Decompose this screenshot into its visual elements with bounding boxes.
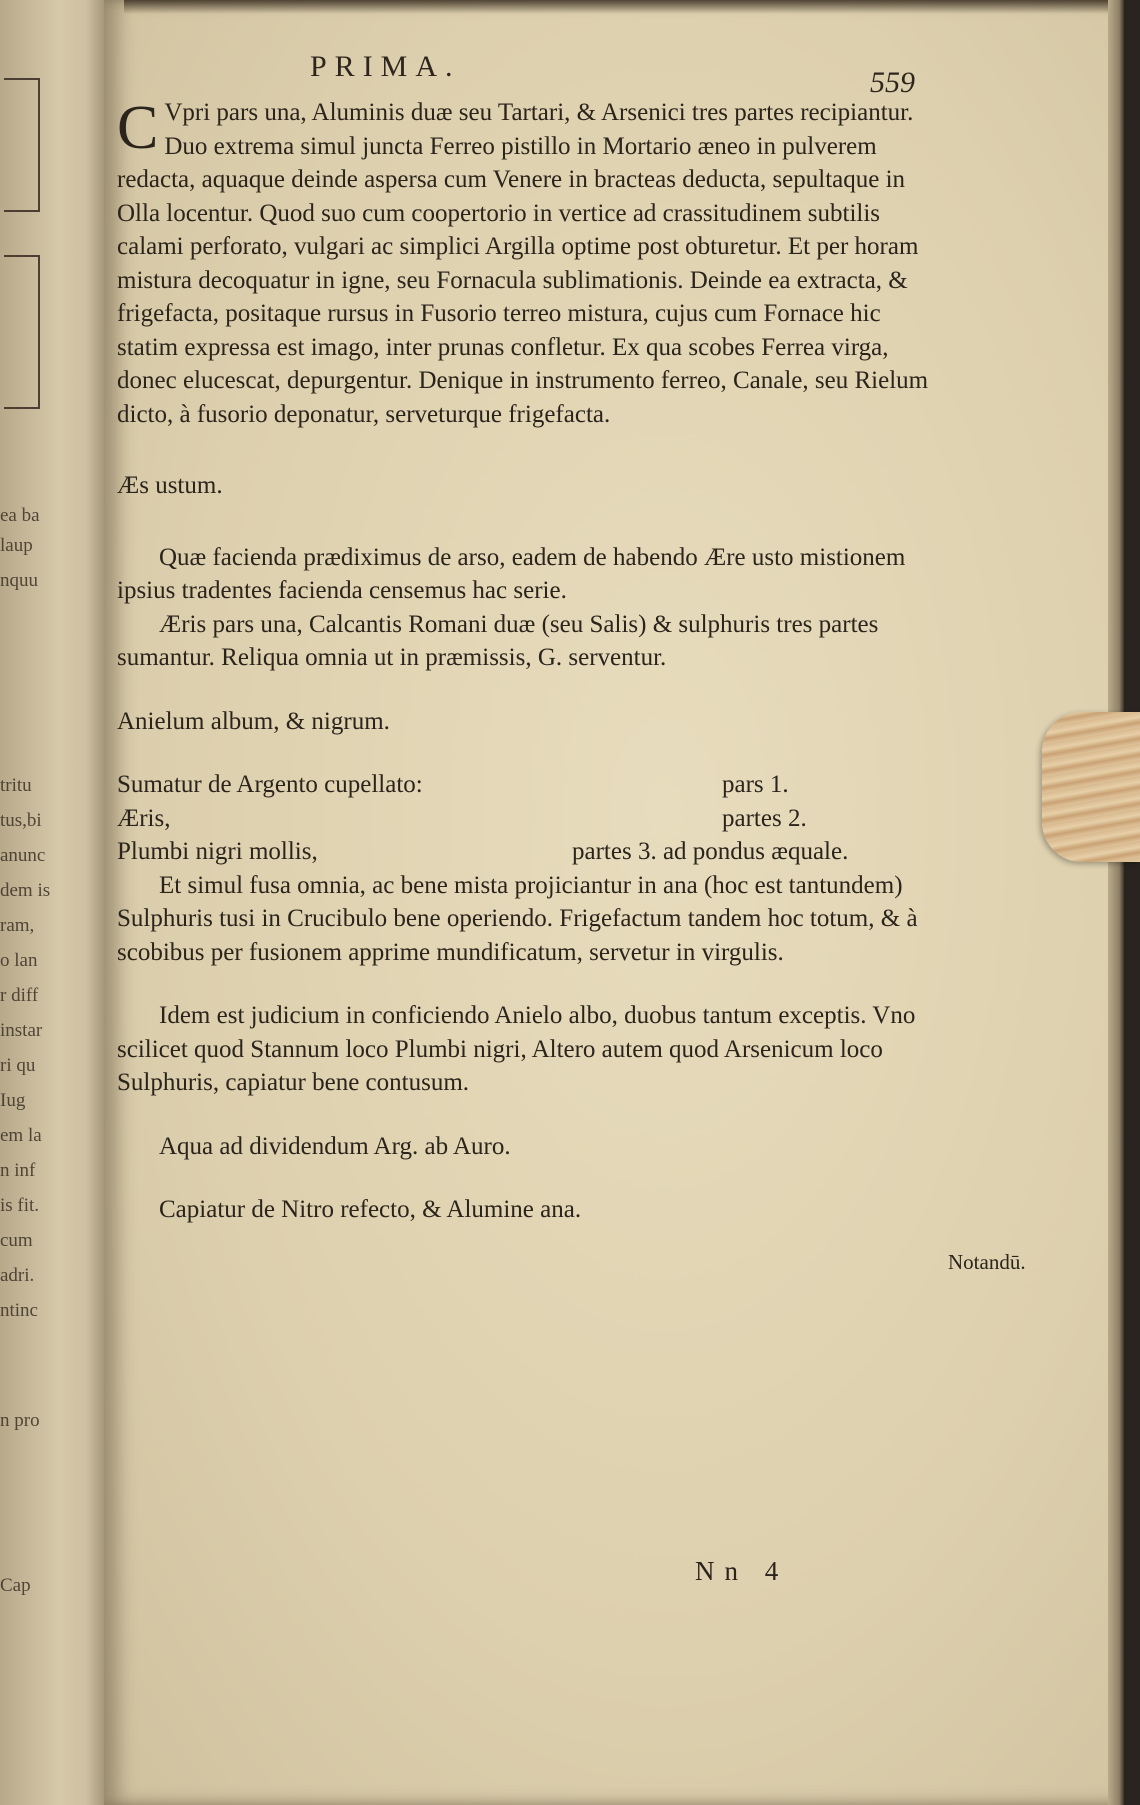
facing-page-fragment: Iug — [0, 1090, 26, 1111]
paragraph-cupri — [117, 96, 937, 431]
facing-page-fragment: tus,bi — [0, 810, 42, 831]
facing-page-fragment: Cap — [0, 1575, 31, 1596]
page-number: 559 — [870, 66, 915, 99]
running-head: PRIMA. — [310, 50, 461, 83]
recipe-line — [117, 802, 937, 836]
facing-page-fragment: n pro — [0, 1410, 40, 1431]
facing-page-fragment: ri qu — [0, 1055, 36, 1076]
facing-page-frame — [4, 255, 40, 409]
paragraph-capiatur: Capiatur de Nitro refecto, & Alumine ana. — [159, 1196, 582, 1223]
section-heading-aes-ustum: Æs ustum. — [117, 472, 223, 499]
facing-page-fragment: ea ba — [0, 505, 40, 526]
facing-page-fragment: tritu — [0, 775, 32, 796]
facing-page-fragment: n inf — [0, 1160, 36, 1181]
section-heading-anielum: Anielum album, & nigrum. — [117, 707, 390, 735]
facing-page-fragment: dem is — [0, 880, 51, 901]
facing-page — [0, 0, 108, 1805]
page-shadow — [124, 0, 1124, 14]
facing-page-fragment: adri. — [0, 1265, 35, 1286]
recipe-line — [117, 768, 937, 802]
facing-page-frame — [4, 78, 40, 212]
margin-note: Notandū. — [948, 1250, 1026, 1274]
facing-page-fragment: cum — [0, 1230, 33, 1251]
signature-mark: Nn 4 — [695, 1556, 789, 1586]
recipe-list — [117, 768, 937, 869]
facing-page-fragment: o lan — [0, 950, 38, 971]
paragraph-et-simul: Et simul fusa omnia, ac bene mista projiciantur in ana (hoc est tantundem) Sulphuris tusi in Crucibulo bene operiendo. Frigefactum tandem hoc totum, & à scobibus per fusionem apprime mundificatum, servetur in virgulis. — [117, 871, 918, 966]
facing-page-fragment: instar — [0, 1020, 43, 1041]
paragraph-quae-facienda: Quæ facienda prædiximus de arso, eadem de habendo Ære usto mistionem ipsius tradentes facienda censemus hac serie. — [117, 543, 906, 604]
recipe-amount: partes 3. ad pondus æquale. — [572, 838, 849, 865]
recipe-line — [117, 835, 937, 869]
paper-bookmark — [1042, 712, 1140, 862]
recipe-ingredient: Plumbi nigri mollis, — [117, 838, 318, 865]
recipe-amount: pars 1. — [722, 771, 789, 798]
facing-page-fragment: ntinc — [0, 1300, 38, 1321]
recipe-ingredient: Æris, — [117, 804, 171, 832]
facing-page-fragment: ram, — [0, 915, 35, 936]
facing-page-fragment: r diff — [0, 985, 39, 1006]
page-body — [117, 96, 937, 1227]
facing-page-fragment: laup — [0, 535, 33, 556]
page-edge — [1108, 0, 1124, 1805]
recipe-amount: partes 2. — [722, 804, 807, 832]
recipe-ingredient: Sumatur de Argento cupellato: — [117, 771, 423, 798]
paragraph-aeris-pars: Æris pars una, Calcantis Romani duæ (seu Salis) & sulphuris tres partes sumantur. Reliqua omnia ut in præmissis, G. serventur. — [117, 610, 879, 671]
paragraph-text: Vpri pars una, Aluminis duæ seu Tartari, & Arsenici tres partes recipiantur. Duo extrema simul juncta Ferreo pistillo in Mortario æneo in pulverem redacta, aquaque deinde aspersa cum Venere in bracteas deducta, sepultaque in Olla locentur. Quod suo cum coopertorio in vertice ad crassitudinem subtilis calami perforato, vulgari ac simplici Argilla optime post obturetur. Et per horam mistura decoquatur in igne, seu Fornacula sublimationis. Deinde ea extracta, & frigefacta, positaque rursus in Fusorio terreo mistura, cujus cum Fornace hic statim expressa est imago, inter prunas confletur. Ex qua scobes Ferrea virga, donec elucescat, depurgentur. Denique in instrumento ferreo, Canale, seu Rielum dicto, à fusorio deponatur, serveturque frigefacta. — [117, 99, 929, 428]
facing-page-fragment: em la — [0, 1125, 42, 1146]
paragraph-idem-est: Idem est judicium in conficiendo Anielo albo, duobus tantum exceptis. Vno scilicet quod Stannum loco Plumbi nigri, Altero autem quod Arsenicum loco Sulphuris, capiatur bene contusum. — [117, 1002, 916, 1096]
facing-page-fragment: nquu — [0, 570, 38, 591]
facing-page-fragment: is fit. — [0, 1195, 40, 1216]
facing-page-fragment: anunc — [0, 845, 46, 866]
drop-cap-initial: C — [117, 94, 159, 162]
section-heading-aqua: Aqua ad dividendum Arg. ab Auro. — [159, 1132, 511, 1160]
